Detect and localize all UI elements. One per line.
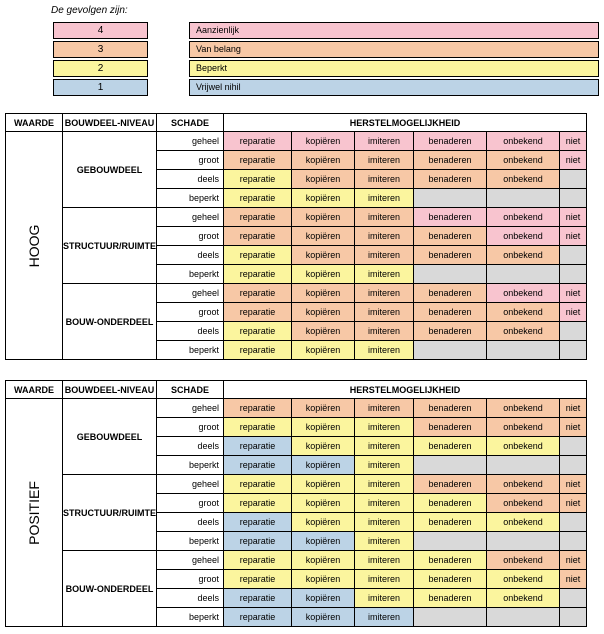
schade-cell: geheel bbox=[157, 475, 224, 494]
legend-label-4: Aanzienlijk bbox=[189, 22, 599, 39]
bouwdeel-level: STRUCTUUR/RUIMTE bbox=[63, 475, 157, 551]
herstel-cell: imiteren bbox=[355, 570, 414, 589]
header-herstel: HERSTELMOGELIJKHEID bbox=[224, 381, 587, 399]
herstel-cell: reparatie bbox=[224, 418, 292, 437]
herstel-cell: imiteren bbox=[355, 246, 414, 265]
header-waarde: WAARDE bbox=[6, 114, 63, 132]
schade-cell: beperkt bbox=[157, 608, 224, 627]
schade-cell: groot bbox=[157, 227, 224, 246]
herstel-cell: reparatie bbox=[224, 341, 292, 360]
herstel-cell: benaderen bbox=[414, 151, 487, 170]
header-row bbox=[6, 114, 587, 132]
herstel-cell bbox=[560, 341, 587, 360]
herstel-cell: reparatie bbox=[224, 475, 292, 494]
legend-title: De gevolgen zijn: bbox=[51, 5, 128, 16]
herstel-cell: reparatie bbox=[224, 399, 292, 418]
schade-cell: beperkt bbox=[157, 265, 224, 284]
herstel-cell: benaderen bbox=[414, 322, 487, 341]
header-row bbox=[6, 381, 587, 399]
herstel-cell: reparatie bbox=[224, 551, 292, 570]
herstel-cell: niet bbox=[560, 418, 587, 437]
herstel-cell: niet bbox=[560, 132, 587, 151]
table-row bbox=[6, 399, 587, 418]
herstel-cell: reparatie bbox=[224, 151, 292, 170]
herstel-cell: onbekend bbox=[487, 322, 560, 341]
herstel-cell: onbekend bbox=[487, 151, 560, 170]
herstel-cell: reparatie bbox=[224, 532, 292, 551]
herstel-cell bbox=[487, 608, 560, 627]
herstel-cell: onbekend bbox=[487, 494, 560, 513]
schade-cell: groot bbox=[157, 418, 224, 437]
herstel-cell: onbekend bbox=[487, 418, 560, 437]
bouwdeel-level: GEBOUWDEEL bbox=[63, 132, 157, 208]
herstel-cell: kopiëren bbox=[292, 608, 355, 627]
herstel-cell: imiteren bbox=[355, 284, 414, 303]
herstel-cell: onbekend bbox=[487, 208, 560, 227]
herstel-cell: imiteren bbox=[355, 265, 414, 284]
herstel-cell: reparatie bbox=[224, 456, 292, 475]
herstel-cell: reparatie bbox=[224, 265, 292, 284]
herstel-cell: reparatie bbox=[224, 494, 292, 513]
herstel-cell bbox=[560, 189, 587, 208]
herstel-cell: imiteren bbox=[355, 437, 414, 456]
herstel-cell: benaderen bbox=[414, 494, 487, 513]
schade-cell: beperkt bbox=[157, 189, 224, 208]
header-waarde: WAARDE bbox=[6, 381, 63, 399]
herstel-cell: kopiëren bbox=[292, 418, 355, 437]
herstel-cell: kopiëren bbox=[292, 513, 355, 532]
herstel-cell: kopiëren bbox=[292, 265, 355, 284]
herstel-cell: reparatie bbox=[224, 589, 292, 608]
schade-cell: geheel bbox=[157, 399, 224, 418]
herstel-cell: kopiëren bbox=[292, 208, 355, 227]
herstel-cell: kopiëren bbox=[292, 494, 355, 513]
herstel-cell: kopiëren bbox=[292, 589, 355, 608]
herstel-cell: kopiëren bbox=[292, 303, 355, 322]
herstel-cell: onbekend bbox=[487, 132, 560, 151]
herstel-cell: imiteren bbox=[355, 208, 414, 227]
herstel-cell: niet bbox=[560, 227, 587, 246]
bouwdeel-level: BOUW-ONDERDEEL bbox=[63, 551, 157, 627]
herstel-cell: imiteren bbox=[355, 341, 414, 360]
herstel-cell: niet bbox=[560, 399, 587, 418]
schade-cell: geheel bbox=[157, 284, 224, 303]
herstel-cell bbox=[560, 532, 587, 551]
table-row bbox=[6, 551, 587, 570]
herstel-cell: onbekend bbox=[487, 513, 560, 532]
herstel-cell: niet bbox=[560, 208, 587, 227]
herstel-cell: niet bbox=[560, 151, 587, 170]
herstel-cell: reparatie bbox=[224, 227, 292, 246]
herstel-cell bbox=[487, 189, 560, 208]
herstel-cell bbox=[560, 265, 587, 284]
herstel-cell: niet bbox=[560, 284, 587, 303]
herstel-cell: onbekend bbox=[487, 227, 560, 246]
herstel-cell: niet bbox=[560, 551, 587, 570]
header-herstel: HERSTELMOGELIJKHEID bbox=[224, 114, 587, 132]
herstel-cell: imiteren bbox=[355, 494, 414, 513]
herstel-cell: kopiëren bbox=[292, 189, 355, 208]
schade-cell: geheel bbox=[157, 208, 224, 227]
waarde-label: HOOG bbox=[26, 224, 42, 267]
herstel-cell: imiteren bbox=[355, 151, 414, 170]
header-schade: SCHADE bbox=[157, 114, 224, 132]
herstel-cell: imiteren bbox=[355, 608, 414, 627]
herstel-cell: onbekend bbox=[487, 170, 560, 189]
herstel-cell bbox=[560, 513, 587, 532]
legend-value-4: 4 bbox=[53, 22, 148, 39]
schade-cell: deels bbox=[157, 170, 224, 189]
herstel-cell: imiteren bbox=[355, 322, 414, 341]
herstel-cell: niet bbox=[560, 475, 587, 494]
waarde-label: POSITIEF bbox=[26, 480, 42, 545]
herstel-cell: kopiëren bbox=[292, 570, 355, 589]
waarde-cell bbox=[6, 132, 63, 360]
herstel-cell: kopiëren bbox=[292, 551, 355, 570]
herstel-cell: benaderen bbox=[414, 132, 487, 151]
herstel-cell: benaderen bbox=[414, 475, 487, 494]
herstel-cell: onbekend bbox=[487, 551, 560, 570]
table-row bbox=[6, 284, 587, 303]
legend-label-2: Beperkt bbox=[189, 60, 599, 77]
schade-cell: deels bbox=[157, 513, 224, 532]
herstel-cell: imiteren bbox=[355, 170, 414, 189]
herstel-cell: onbekend bbox=[487, 475, 560, 494]
schade-cell: beperkt bbox=[157, 532, 224, 551]
herstel-cell: imiteren bbox=[355, 418, 414, 437]
risk-matrix-0 bbox=[5, 113, 587, 360]
schade-cell: deels bbox=[157, 246, 224, 265]
herstel-cell: kopiëren bbox=[292, 170, 355, 189]
herstel-cell: benaderen bbox=[414, 227, 487, 246]
herstel-cell: imiteren bbox=[355, 513, 414, 532]
schade-cell: geheel bbox=[157, 551, 224, 570]
herstel-cell: reparatie bbox=[224, 570, 292, 589]
herstel-cell: reparatie bbox=[224, 513, 292, 532]
herstel-cell: benaderen bbox=[414, 551, 487, 570]
herstel-cell bbox=[560, 437, 587, 456]
herstel-cell: imiteren bbox=[355, 189, 414, 208]
herstel-cell: kopiëren bbox=[292, 532, 355, 551]
herstel-cell: imiteren bbox=[355, 589, 414, 608]
table-row bbox=[6, 475, 587, 494]
herstel-cell bbox=[487, 341, 560, 360]
herstel-cell: onbekend bbox=[487, 570, 560, 589]
herstel-cell: reparatie bbox=[224, 322, 292, 341]
herstel-cell bbox=[487, 532, 560, 551]
herstel-cell: benaderen bbox=[414, 513, 487, 532]
herstel-cell: benaderen bbox=[414, 170, 487, 189]
legend-label-3: Van belang bbox=[189, 41, 599, 58]
herstel-cell: reparatie bbox=[224, 284, 292, 303]
herstel-cell: kopiëren bbox=[292, 456, 355, 475]
herstel-cell: niet bbox=[560, 570, 587, 589]
herstel-cell: imiteren bbox=[355, 132, 414, 151]
table-row bbox=[6, 132, 587, 151]
legend-value-2: 2 bbox=[53, 60, 148, 77]
legend-value-3: 3 bbox=[53, 41, 148, 58]
header-schade: SCHADE bbox=[157, 381, 224, 399]
herstel-cell: onbekend bbox=[487, 246, 560, 265]
herstel-cell: kopiëren bbox=[292, 475, 355, 494]
herstel-cell: imiteren bbox=[355, 456, 414, 475]
herstel-cell: onbekend bbox=[487, 284, 560, 303]
risk-matrix-1 bbox=[5, 380, 587, 627]
herstel-cell bbox=[414, 265, 487, 284]
legend-label-1: Vrijwel nihil bbox=[189, 79, 599, 96]
schade-cell: groot bbox=[157, 570, 224, 589]
header-bouwdeel: BOUWDEEL-NIVEAU bbox=[63, 381, 157, 399]
herstel-cell: reparatie bbox=[224, 132, 292, 151]
bouwdeel-level: BOUW-ONDERDEEL bbox=[63, 284, 157, 360]
herstel-cell: benaderen bbox=[414, 437, 487, 456]
schade-cell: groot bbox=[157, 303, 224, 322]
bouwdeel-level: STRUCTUUR/RUIMTE bbox=[63, 208, 157, 284]
herstel-cell: onbekend bbox=[487, 589, 560, 608]
herstel-cell: reparatie bbox=[224, 437, 292, 456]
schade-cell: beperkt bbox=[157, 456, 224, 475]
schade-cell: groot bbox=[157, 151, 224, 170]
bouwdeel-level: GEBOUWDEEL bbox=[63, 399, 157, 475]
herstel-cell: benaderen bbox=[414, 208, 487, 227]
herstel-cell bbox=[414, 532, 487, 551]
herstel-cell: reparatie bbox=[224, 189, 292, 208]
herstel-cell: kopiëren bbox=[292, 246, 355, 265]
herstel-cell: benaderen bbox=[414, 589, 487, 608]
herstel-cell: kopiëren bbox=[292, 151, 355, 170]
herstel-cell: reparatie bbox=[224, 608, 292, 627]
herstel-cell: benaderen bbox=[414, 399, 487, 418]
herstel-cell: reparatie bbox=[224, 303, 292, 322]
herstel-cell: reparatie bbox=[224, 246, 292, 265]
herstel-cell bbox=[560, 322, 587, 341]
herstel-cell bbox=[560, 589, 587, 608]
herstel-cell: kopiëren bbox=[292, 341, 355, 360]
header-bouwdeel: BOUWDEEL-NIVEAU bbox=[63, 114, 157, 132]
herstel-cell bbox=[414, 341, 487, 360]
herstel-cell: imiteren bbox=[355, 303, 414, 322]
herstel-cell bbox=[414, 189, 487, 208]
herstel-cell: kopiëren bbox=[292, 132, 355, 151]
herstel-cell: kopiëren bbox=[292, 437, 355, 456]
herstel-cell: kopiëren bbox=[292, 284, 355, 303]
herstel-cell bbox=[414, 608, 487, 627]
schade-cell: beperkt bbox=[157, 341, 224, 360]
herstel-cell: imiteren bbox=[355, 532, 414, 551]
herstel-cell: kopiëren bbox=[292, 399, 355, 418]
waarde-cell bbox=[6, 399, 63, 627]
schade-cell: groot bbox=[157, 494, 224, 513]
legend-value-1: 1 bbox=[53, 79, 148, 96]
herstel-cell: benaderen bbox=[414, 246, 487, 265]
herstel-cell: benaderen bbox=[414, 284, 487, 303]
herstel-cell: imiteren bbox=[355, 551, 414, 570]
schade-cell: deels bbox=[157, 437, 224, 456]
table-row bbox=[6, 208, 587, 227]
herstel-cell: benaderen bbox=[414, 418, 487, 437]
herstel-cell: niet bbox=[560, 494, 587, 513]
herstel-cell bbox=[560, 608, 587, 627]
herstel-cell: imiteren bbox=[355, 475, 414, 494]
herstel-cell: kopiëren bbox=[292, 322, 355, 341]
herstel-cell bbox=[560, 456, 587, 475]
herstel-cell bbox=[560, 246, 587, 265]
herstel-cell: benaderen bbox=[414, 570, 487, 589]
herstel-cell: niet bbox=[560, 303, 587, 322]
herstel-cell: benaderen bbox=[414, 303, 487, 322]
herstel-cell bbox=[560, 170, 587, 189]
herstel-cell: kopiëren bbox=[292, 227, 355, 246]
schade-cell: geheel bbox=[157, 132, 224, 151]
schade-cell: deels bbox=[157, 322, 224, 341]
herstel-cell: reparatie bbox=[224, 170, 292, 189]
herstel-cell: onbekend bbox=[487, 437, 560, 456]
herstel-cell bbox=[487, 265, 560, 284]
herstel-cell: onbekend bbox=[487, 303, 560, 322]
herstel-cell: reparatie bbox=[224, 208, 292, 227]
herstel-cell: imiteren bbox=[355, 227, 414, 246]
herstel-cell: onbekend bbox=[487, 399, 560, 418]
herstel-cell: imiteren bbox=[355, 399, 414, 418]
schade-cell: deels bbox=[157, 589, 224, 608]
herstel-cell bbox=[487, 456, 560, 475]
herstel-cell bbox=[414, 456, 487, 475]
